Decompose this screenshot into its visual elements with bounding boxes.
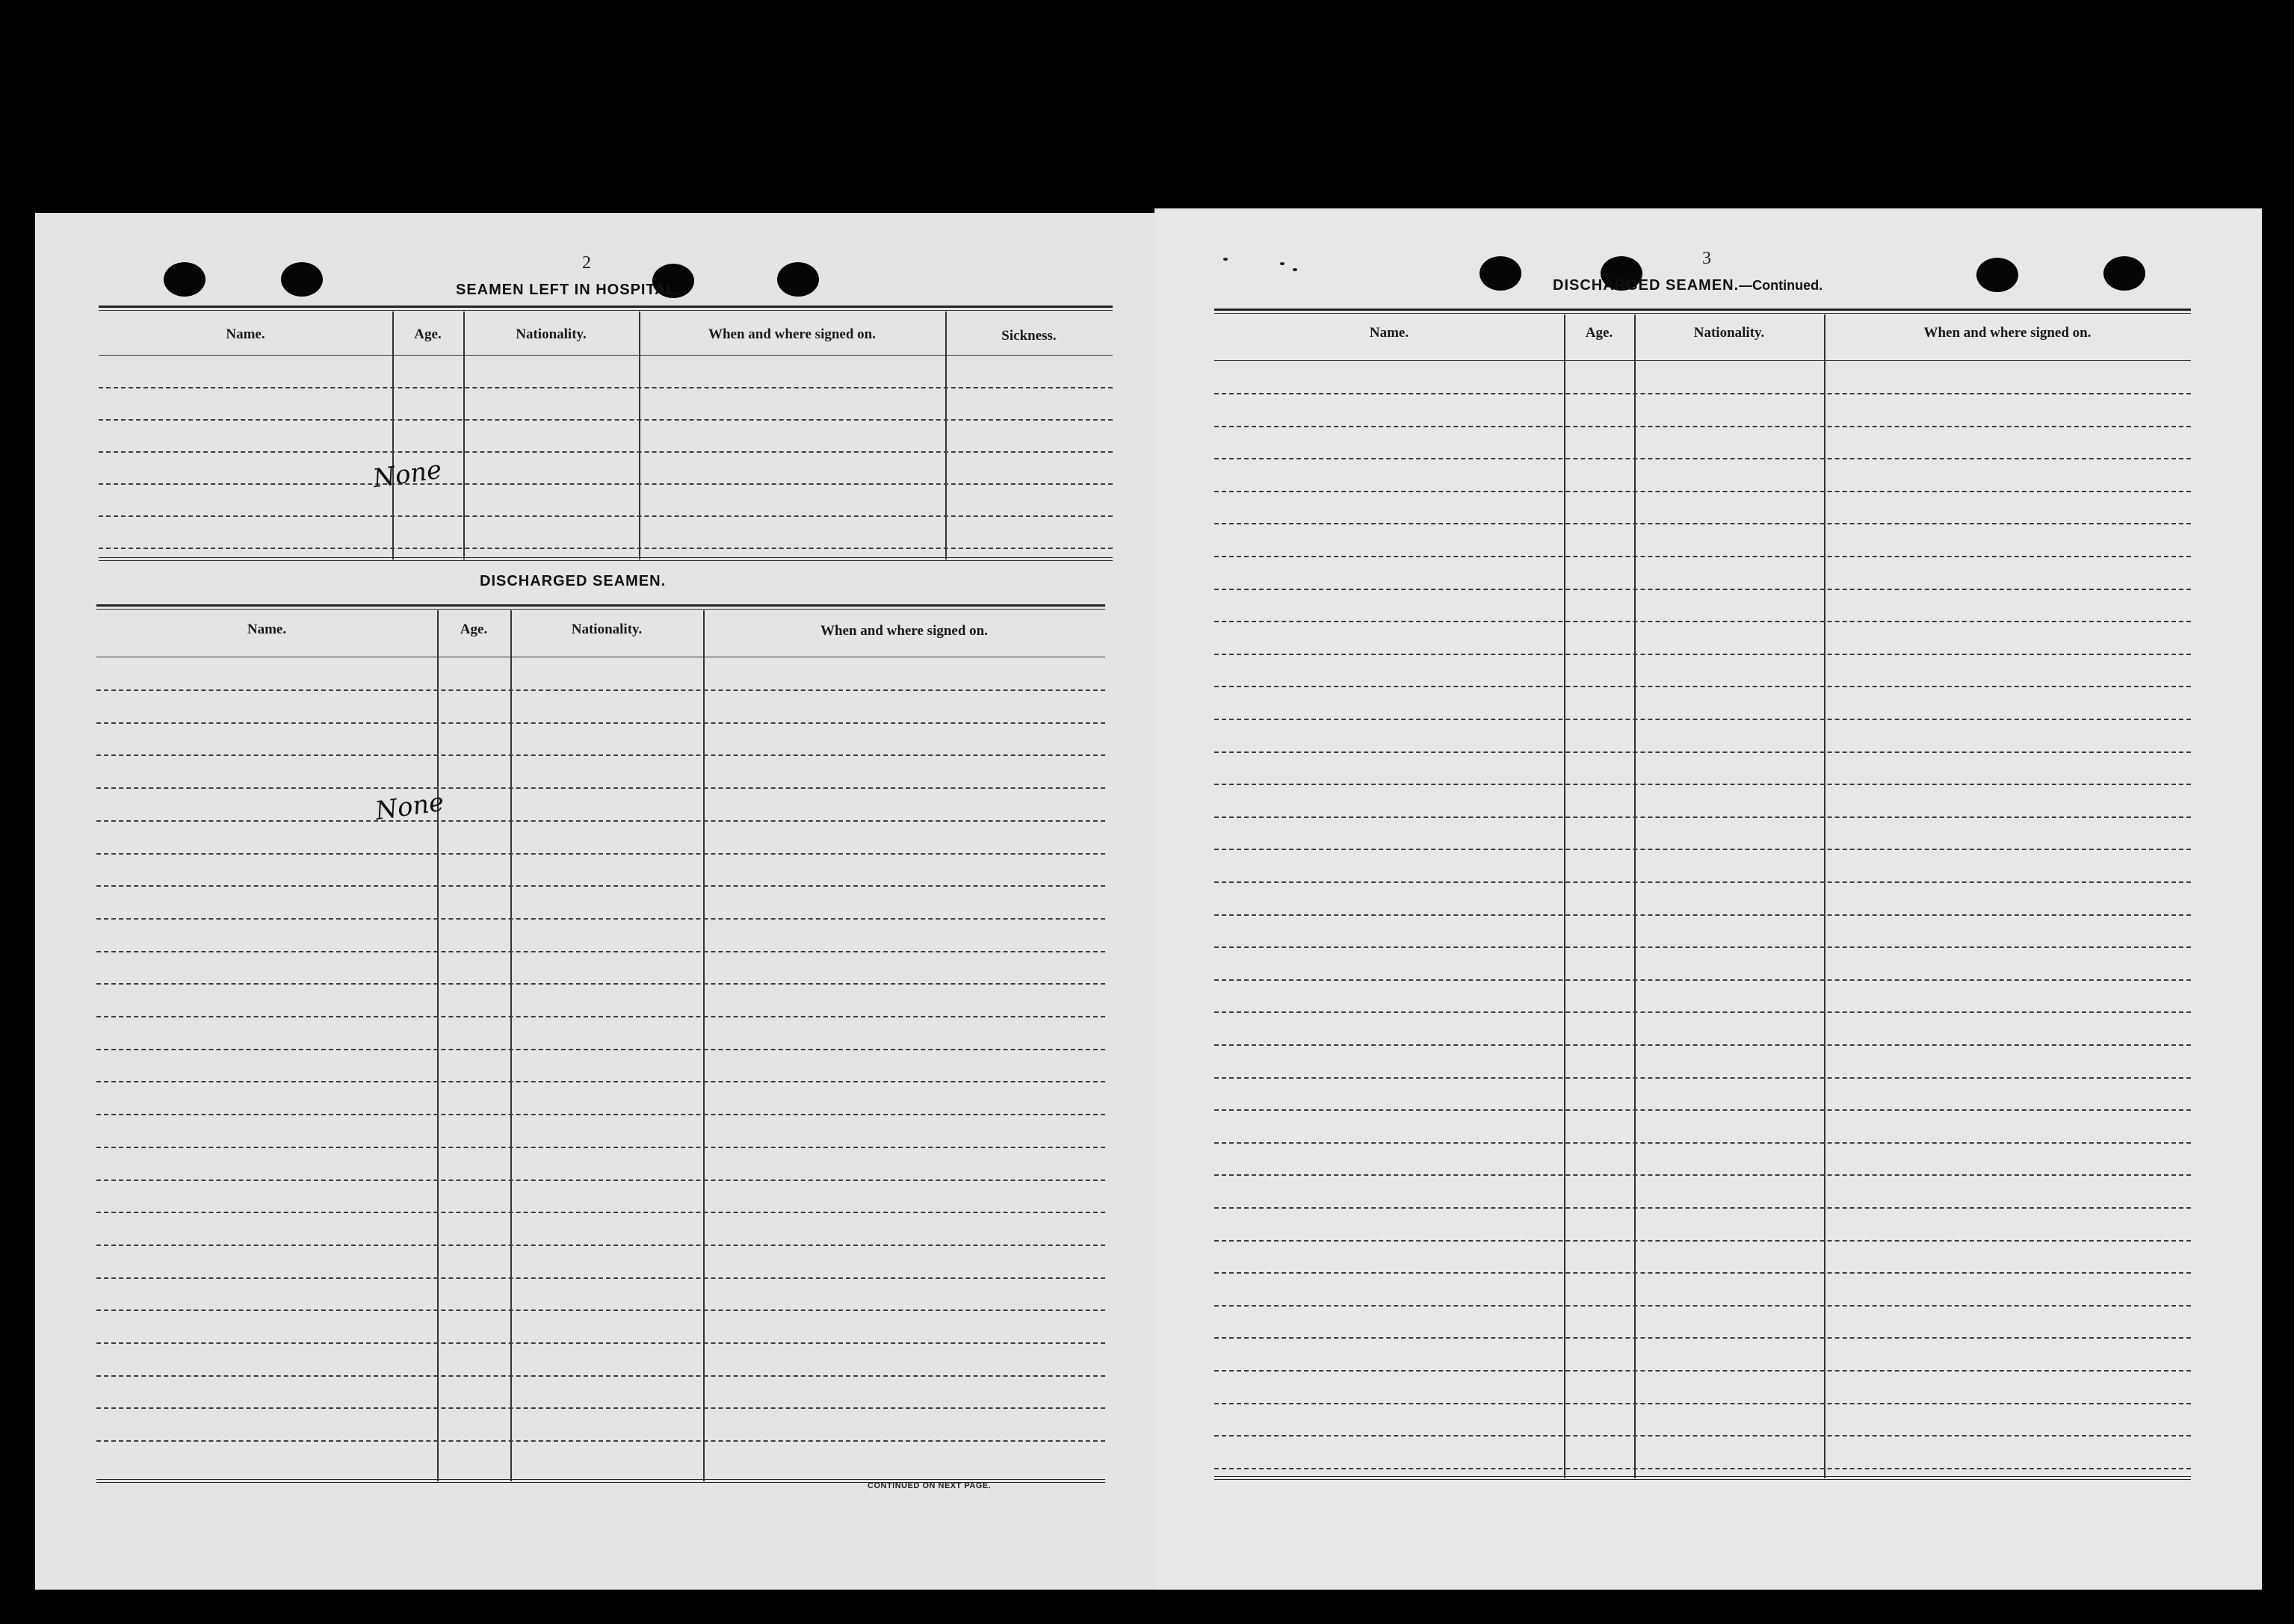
ruled-line bbox=[96, 1440, 1105, 1442]
ruled-line bbox=[96, 1016, 1105, 1017]
ruled-line bbox=[1214, 1109, 2191, 1111]
ruled-line bbox=[1214, 393, 2191, 394]
ruled-line bbox=[1214, 1337, 2191, 1339]
ruled-line bbox=[1214, 523, 2191, 524]
column-header-sickness: Sickness. bbox=[1001, 328, 1057, 344]
ruled-line bbox=[96, 918, 1105, 920]
punch-hole bbox=[2103, 256, 2145, 291]
hospital-rows bbox=[99, 306, 1113, 560]
ruled-line bbox=[96, 1147, 1105, 1148]
punch-hole bbox=[1976, 258, 2018, 292]
right-section-title bbox=[1553, 277, 1822, 294]
ruled-line bbox=[1214, 1403, 2191, 1404]
continued-footer: CONTINUED ON NEXT PAGE. bbox=[868, 1481, 992, 1490]
ruled-line bbox=[1214, 719, 2191, 720]
ruled-line bbox=[96, 853, 1105, 855]
ruled-line bbox=[96, 787, 1105, 789]
handwritten-none: None bbox=[373, 787, 446, 827]
ruled-line bbox=[96, 951, 1105, 952]
title-main: DISCHARGED SEAMEN. bbox=[1553, 277, 1740, 294]
discharged-section-title: DISCHARGED SEAMEN. bbox=[480, 573, 667, 589]
ruled-line bbox=[1214, 1272, 2191, 1274]
ruled-line bbox=[96, 1407, 1105, 1409]
ruled-line bbox=[96, 1342, 1105, 1344]
left-page bbox=[35, 213, 1157, 1590]
ruled-line bbox=[96, 885, 1105, 887]
column-header-when-where: When and where signed on. bbox=[1923, 325, 2092, 341]
ruled-line bbox=[1214, 1305, 2191, 1307]
speck bbox=[1280, 262, 1284, 265]
ruled-line bbox=[96, 1245, 1105, 1246]
column-header-nationality: Nationality. bbox=[516, 326, 587, 342]
discharged-continued-rows bbox=[1214, 309, 2191, 1481]
ruled-line bbox=[1214, 1468, 2191, 1469]
ruled-line bbox=[96, 689, 1105, 691]
ruled-line bbox=[1214, 751, 2191, 753]
ruled-line bbox=[1214, 1435, 2191, 1437]
ruled-line bbox=[96, 1212, 1105, 1213]
speck bbox=[1223, 258, 1228, 261]
ruled-line bbox=[1214, 621, 2191, 622]
column-header-when-where: When and where signed on. bbox=[708, 326, 876, 342]
punch-hole bbox=[281, 262, 323, 297]
column-header-name: Name. bbox=[226, 326, 265, 342]
column-header-nationality: Nationality. bbox=[571, 622, 643, 637]
ruled-line bbox=[96, 1277, 1105, 1279]
ruled-line bbox=[96, 1081, 1105, 1082]
ruled-line bbox=[1214, 979, 2191, 981]
column-header-when-where: When and where signed on. bbox=[820, 623, 988, 639]
ruled-line bbox=[1214, 914, 2191, 916]
column-header-name: Name. bbox=[247, 622, 287, 637]
ruled-line bbox=[96, 722, 1105, 724]
ruled-line bbox=[1214, 1077, 2191, 1079]
page-number: 2 bbox=[582, 253, 591, 273]
ruled-line bbox=[96, 1049, 1105, 1050]
ruled-line bbox=[1214, 881, 2191, 883]
ruled-line bbox=[1214, 816, 2191, 818]
discharged-rows bbox=[96, 604, 1105, 1486]
column-header-age: Age. bbox=[414, 326, 442, 342]
discharged-continued-table bbox=[1214, 309, 2191, 1481]
punch-hole bbox=[1480, 256, 1521, 291]
hospital-table bbox=[99, 306, 1113, 560]
ruled-line bbox=[1214, 1142, 2191, 1144]
discharged-table bbox=[96, 604, 1105, 1486]
handwritten-none: None bbox=[371, 454, 444, 495]
ruled-line bbox=[1214, 426, 2191, 427]
ruled-line bbox=[1214, 1044, 2191, 1046]
ruled-line bbox=[96, 1375, 1105, 1377]
ruled-line bbox=[1214, 1207, 2191, 1209]
ruled-line bbox=[96, 1180, 1105, 1181]
ruled-line bbox=[1214, 1174, 2191, 1176]
ruled-line bbox=[1214, 589, 2191, 590]
ruled-line bbox=[1214, 1370, 2191, 1372]
ruled-line bbox=[96, 754, 1105, 756]
column-header-age: Age. bbox=[460, 622, 488, 637]
ruled-line bbox=[1214, 849, 2191, 850]
column-header-age: Age. bbox=[1585, 325, 1613, 341]
ruled-line bbox=[96, 820, 1105, 822]
ruled-line bbox=[1214, 1240, 2191, 1242]
hospital-section-title: SEAMEN LEFT IN HOSPITAL. bbox=[456, 282, 681, 298]
ruled-line bbox=[1214, 784, 2191, 785]
page-number: 3 bbox=[1702, 249, 1711, 268]
punch-hole bbox=[164, 262, 205, 297]
ruled-line bbox=[1214, 654, 2191, 655]
right-page bbox=[1154, 208, 2262, 1590]
ruled-line bbox=[1214, 458, 2191, 459]
ruled-line bbox=[96, 1114, 1105, 1115]
ruled-line bbox=[96, 983, 1105, 985]
ruled-line bbox=[1214, 686, 2191, 687]
ruled-line bbox=[1214, 491, 2191, 492]
punch-hole bbox=[777, 262, 819, 297]
ruled-line bbox=[1214, 946, 2191, 948]
ruled-line bbox=[1214, 1011, 2191, 1013]
column-header-nationality: Nationality. bbox=[1693, 325, 1765, 341]
ruled-line bbox=[96, 1310, 1105, 1311]
column-header-name: Name. bbox=[1369, 325, 1409, 341]
title-sub: —Continued. bbox=[1739, 278, 1823, 293]
speck bbox=[1293, 268, 1297, 271]
ruled-line bbox=[1214, 556, 2191, 557]
